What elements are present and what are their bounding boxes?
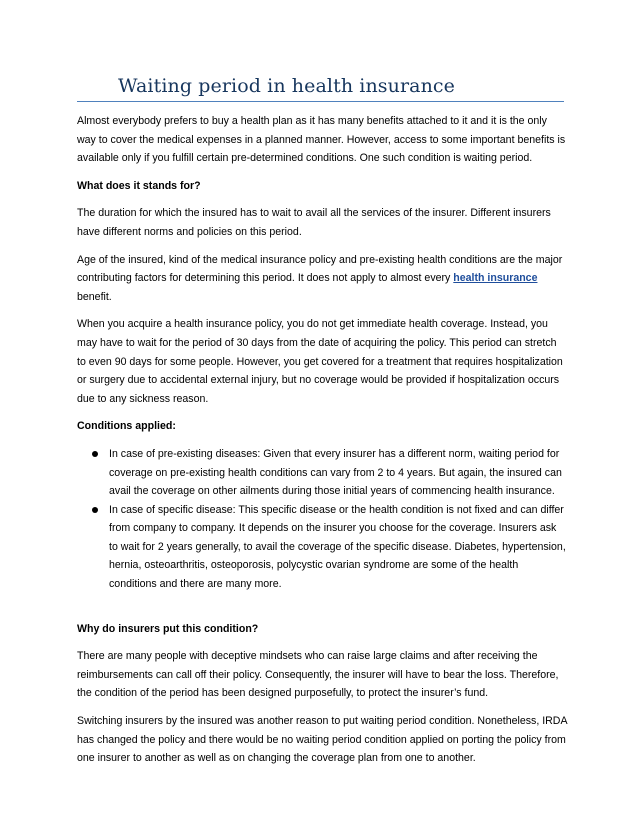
factors-paragraph [77, 251, 567, 307]
bullet-dot-icon [92, 507, 98, 513]
factors-text-after-link: benefit. [77, 290, 112, 303]
bullet-dot-icon [92, 451, 98, 457]
bullet-text: In case of pre-existing diseases: Given that every insurer has a different norm, waiting period for coverage on pre-existing health conditions can vary from 2 to 4 years. But again, the insured can avail the coverage on other ailments during those initial years of commencing health insurance. [109, 447, 562, 498]
factors-text-before-link: Age of the insured, kind of the medical insurance policy and pre-existing health conditions are the major contributing factors for determining this period. It does not apply to almost every [77, 253, 563, 285]
definition-paragraph: The duration for which the insured has to wait to avail all the services of the insurer. Different insurers have different norms and policies on this period. [77, 207, 551, 238]
bullet-item-specific-disease [109, 501, 567, 594]
bullet-item-pre-existing-diseases [109, 445, 567, 501]
document-body [77, 112, 567, 777]
intro-paragraph: Almost everybody prefers to buy a health plan as it has many benefits attached to it and it is the only way to cover the medical expenses in a planned manner. However, access to some important benefits is available only if you fulfill certain pre-determined conditions. One such condition is waiting period. [77, 115, 566, 165]
bullet-text: In case of specific disease: This specific disease or the health condition is not fixed and can differ from company to company. It depends on the insurer you choose for the coverage. Insurers ask to wait for 2 years generally, to avail the coverage of the specific disease. Diabetes, hypertension, hernia, osteoarthritis, osteoporosis, polycystic ovarian syndrome are some of the health conditions and there are many more. [109, 503, 566, 591]
section-spacer [77, 602, 567, 620]
section-heading-why-insurers: Why do insurers put this condition? [77, 622, 259, 635]
switching-insurers-paragraph: Switching insurers by the insured was another reason to put waiting period condition. Nonetheless, IRDA has changed the policy and there would be no waiting period condition applied on porting the policy from one insurer to another as well as on changing the coverage plan from one to another. [77, 715, 567, 765]
title-underline-rule [77, 101, 564, 102]
document-title: Waiting period in health insurance [118, 75, 456, 97]
health-insurance-link[interactable]: health insurance [453, 272, 538, 285]
conditions-bullet-list [77, 445, 567, 594]
section-heading-conditions-applied: Conditions applied: [77, 420, 176, 433]
coverage-timing-paragraph: When you acquire a health insurance policy, you do not get immediate health coverage. Instead, you may have to wait for the period of 30 days from the date of acquiring the policy. This period can stretch to even 90 days for some people. However, you get covered for a treatment that requires hospitalization or surgery due to accidental external injury, but no coverage would be provided if hospitalization occurs due to any sickness reason. [77, 318, 563, 405]
section-heading-what-it-stands-for: What does it stands for? [77, 179, 201, 192]
deceptive-claims-paragraph: There are many people with deceptive mindsets who can raise large claims and after receiving the reimbursements can call off their policy. Consequently, the insurer will have to bear the loss. Therefore, the condition of the period has been designed purposefully, to protect the insurer’s fund. [77, 650, 559, 700]
